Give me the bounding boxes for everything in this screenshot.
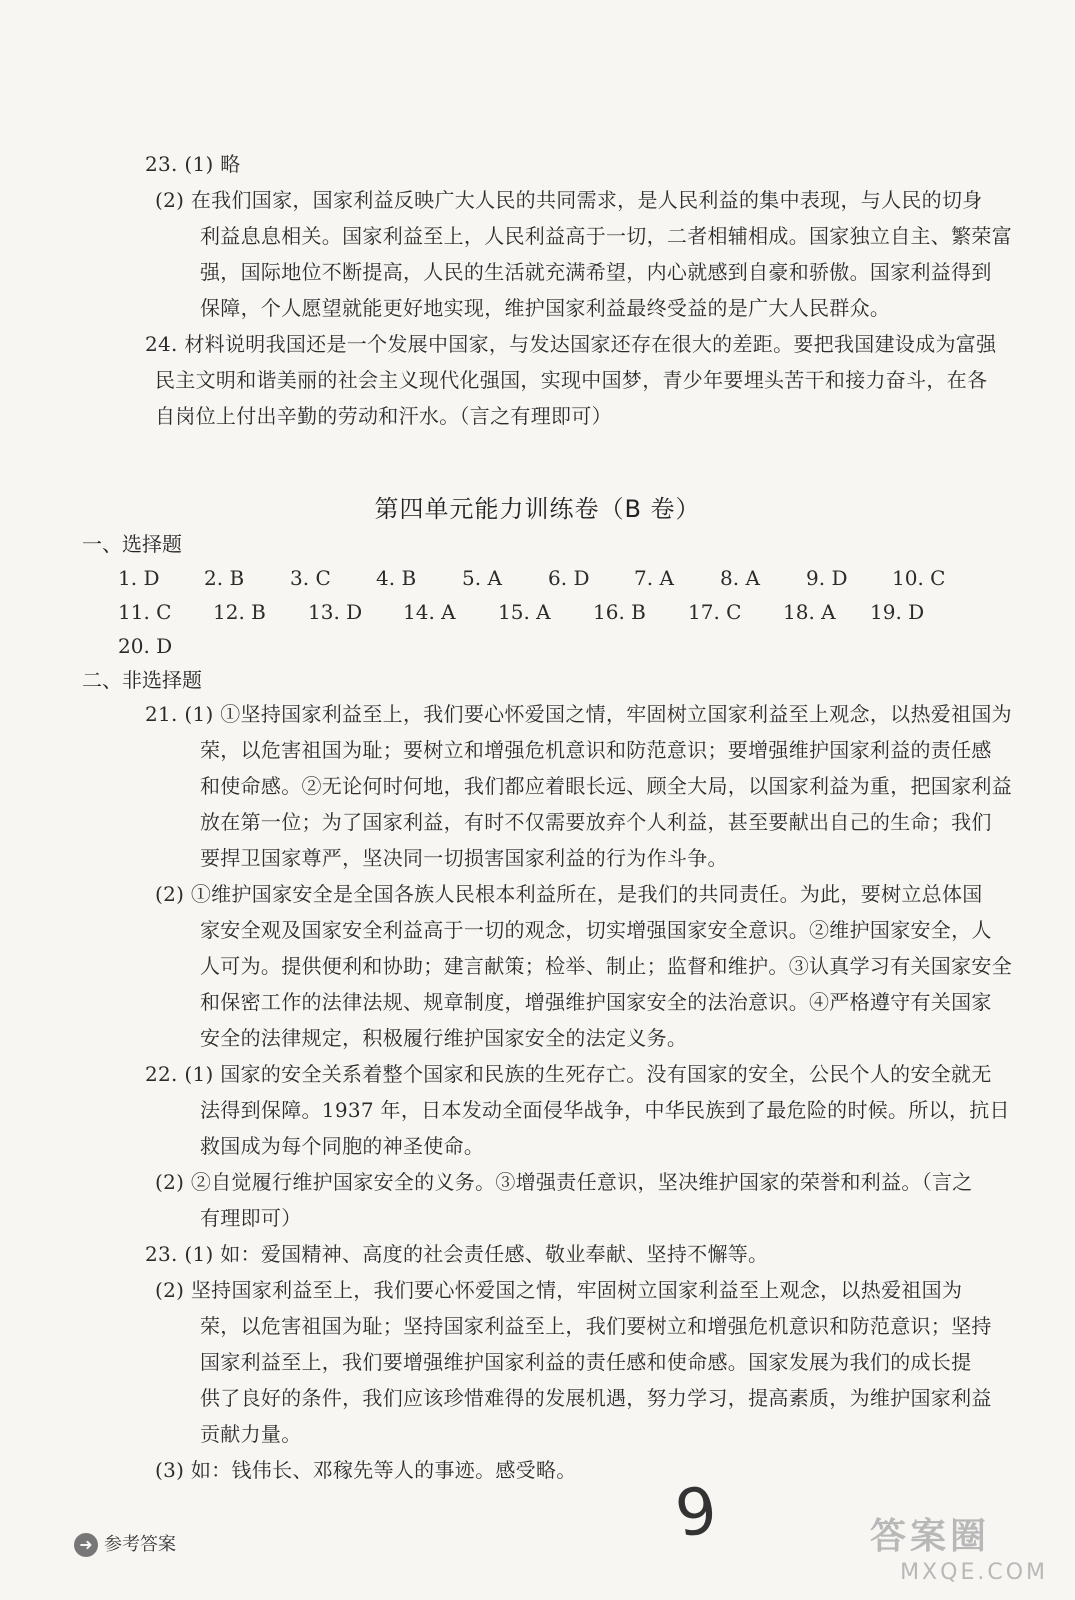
section-title: 第四单元能力训练卷（B 卷） xyxy=(374,495,701,523)
answer-item: 6. D xyxy=(548,566,590,590)
answer-item: 1. D xyxy=(118,566,160,590)
answer-item: 19. D xyxy=(870,600,925,624)
q22-line-1: 22. (1) 国家的安全关系着整个国家和民族的生死存亡。没有国家的安全，公民个人的安全就无 xyxy=(145,1062,992,1086)
q21-line-8: 人可为。提供便利和协助；建言献策；检举、制止；监督和维护。③认真学习有关国家安全 xyxy=(200,954,1012,978)
watermark-logo xyxy=(870,1515,1060,1595)
answer-item: 9. D xyxy=(806,566,848,590)
answer-item: 2. B xyxy=(204,566,245,590)
q23a-line-2: (2) 在我们国家，国家利益反映广大人民的共同需求，是人民利益的集中表现，与人民的切身 xyxy=(155,188,983,212)
answer-item: 12. B xyxy=(213,600,266,624)
q21-line-5: 要捍卫国家尊严，坚决同一切损害国家利益的行为作斗争。 xyxy=(200,846,728,870)
q22-line-2: 法得到保障。1937 年，日本发动全面侵华战争，中华民族到了最危险的时候。所以，抗日 xyxy=(200,1098,1010,1122)
answer-item: 15. A xyxy=(498,600,551,624)
answer-item: 13. D xyxy=(308,600,363,624)
answer-item: 18. A xyxy=(783,600,836,624)
watermark-bottom: MXQE.COM xyxy=(900,1560,1048,1585)
answer-item: 4. B xyxy=(376,566,417,590)
q22-line-4: (2) ②自觉履行维护国家安全的义务。③增强责任意识，坚决维护国家的荣誉和利益。（言之 xyxy=(155,1170,973,1194)
q21-line-6: (2) ①维护国家安全是全国各族人民根本利益所在，是我们的共同责任。为此，要树立总体国 xyxy=(155,882,983,906)
q23b-line-4: 国家利益至上，我们要增强维护国家利益的责任感和使命感。国家发展为我们的成长提 xyxy=(200,1350,972,1374)
q21-line-2: 荣，以危害祖国为耻；要树立和增强危机意识和防范意识；要增强维护国家利益的责任感 xyxy=(200,738,992,762)
q24-line-2: 民主文明和谐美丽的社会主义现代化强国，实现中国梦，青少年要埋头苦干和接力奋斗，在各 xyxy=(155,368,988,392)
q24-line-3: 自岗位上付出辛勤的劳动和汗水。（言之有理即可） xyxy=(155,404,612,428)
q21-line-9: 和保密工作的法律法规、规章制度，增强维护国家安全的法治意识。④严格遵守有关国家 xyxy=(200,990,992,1014)
answer-item: 17. C xyxy=(688,600,742,624)
q21-line-7: 家安全观及国家安全利益高于一切的观念，切实增强国家安全意识。②维护国家安全，人 xyxy=(200,918,992,942)
answer-item: 11. C xyxy=(118,600,172,624)
q23a-line-3: 利益息息相关。国家利益至上，人民利益高于一切，二者相辅相成。国家独立自主、繁荣富 xyxy=(200,224,1012,248)
q22-line-3: 救国成为每个同胞的神圣使命。 xyxy=(200,1134,485,1158)
q23b-line-6: 贡献力量。 xyxy=(200,1422,302,1446)
q23b-line-7: (3) 如：钱伟长、邓稼先等人的事迹。感受略。 xyxy=(155,1458,577,1482)
part1-heading: 一、选择题 xyxy=(82,532,182,556)
q23a-line-1: 23. (1) 略 xyxy=(145,152,241,176)
q23b-line-2: (2) 坚持国家利益至上，我们要心怀爱国之情，牢固树立国家利益至上观念，以热爱祖国为 xyxy=(155,1278,963,1302)
answer-item: 14. A xyxy=(403,600,456,624)
footer-label: 参考答案 xyxy=(104,1534,176,1555)
answer-item: 7. A xyxy=(634,566,674,590)
q21-line-1: 21. (1) ①坚持国家利益至上，我们要心怀爱国之情，牢固树立国家利益至上观念，以热爱祖国为 xyxy=(145,702,1012,726)
footer-arrow-icon: ➜ xyxy=(74,1533,98,1557)
answer-item: 20. D xyxy=(118,634,173,658)
watermark-top: 答案圈 xyxy=(870,1516,991,1557)
answer-item: 10. C xyxy=(892,566,946,590)
handwritten-page-number: 9 xyxy=(671,1473,722,1553)
q23b-line-5: 供了良好的条件，我们应该珍惜难得的发展机遇，努力学习，提高素质，为维护国家利益 xyxy=(200,1386,992,1410)
q23a-line-4: 强，国际地位不断提高，人民的生活就充满希望，内心就感到自豪和骄傲。国家利益得到 xyxy=(200,260,992,284)
answer-item: 8. A xyxy=(720,566,760,590)
q21-line-4: 放在第一位；为了国家利益，有时不仅需要放弃个人利益，甚至要献出自己的生命；我们 xyxy=(200,810,992,834)
q24-line-1: 24. 材料说明我国还是一个发展中国家，与发达国家还存在很大的差距。要把我国建设成为富强 xyxy=(145,332,997,356)
q21-line-10: 安全的法律规定，积极履行维护国家安全的法定义务。 xyxy=(200,1026,688,1050)
part2-heading: 二、非选择题 xyxy=(82,668,202,692)
q23a-line-5: 保障，个人愿望就能更好地实现，维护国家利益最终受益的是广大人民群众。 xyxy=(200,296,891,320)
q21-line-3: 和使命感。②无论何时何地，我们都应着眼长远、顾全大局，以国家利益为重，把国家利益 xyxy=(200,774,1012,798)
answer-item: 3. C xyxy=(290,566,331,590)
q22-line-5: 有理即可） xyxy=(200,1206,302,1230)
q23b-line-1: 23. (1) 如：爱国精神、高度的社会责任感、敬业奉献、坚持不懈等。 xyxy=(145,1242,769,1266)
answer-item: 5. A xyxy=(462,566,502,590)
q23b-line-3: 荣，以危害祖国为耻；坚持国家利益至上，我们要树立和增强危机意识和防范意识；坚持 xyxy=(200,1314,992,1338)
answer-item: 16. B xyxy=(593,600,646,624)
